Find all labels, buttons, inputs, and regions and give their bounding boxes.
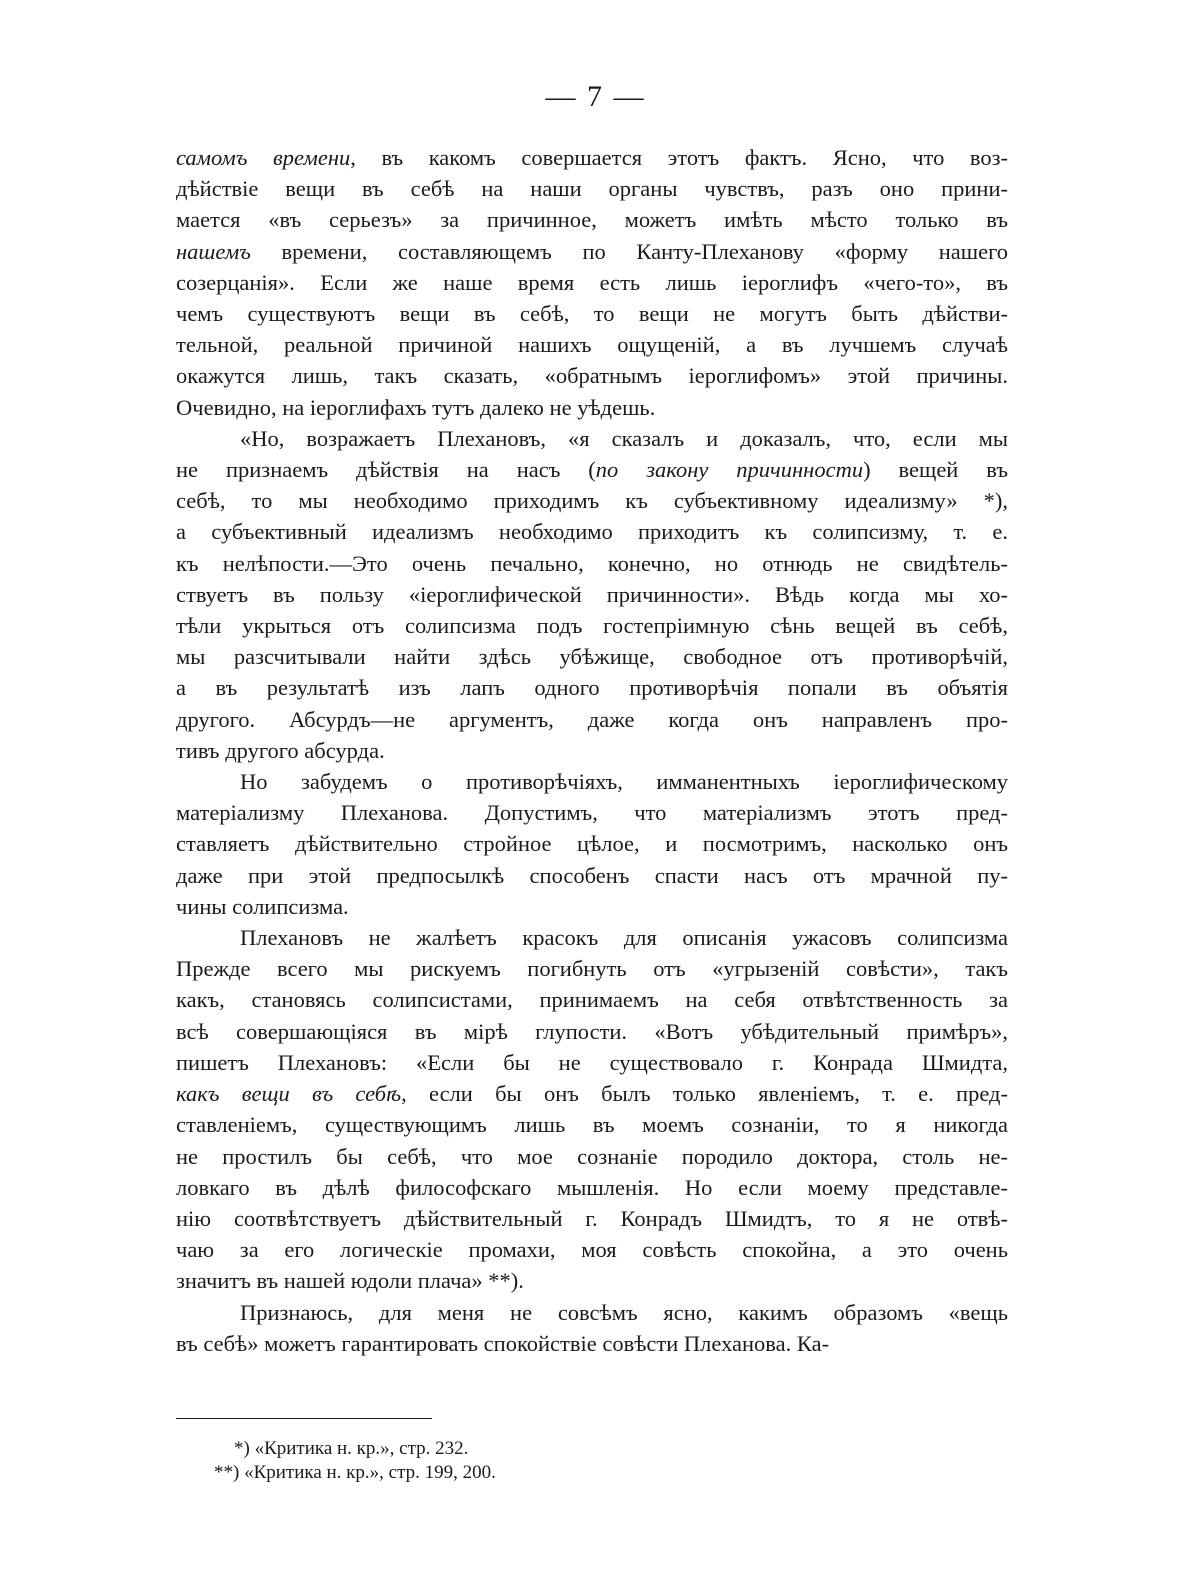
text-run: чемъ существуютъ вещи въ себѣ, то вещи не могутъ быть дѣйстви- (176, 301, 1008, 327)
text-line (176, 1328, 1008, 1359)
text-run: какъ, становясь солипсистами, принимаемъ на себя отвѣтственность за (176, 987, 1008, 1013)
italic-text: по закону причинности (595, 457, 864, 483)
footnote-2 (214, 1461, 496, 1485)
text-run: ) вещей въ (863, 457, 1008, 483)
text-line (176, 704, 1008, 735)
text-run: къ нелѣпости.—Это очень печально, конечно, но отнюдь не свидѣтель- (176, 550, 1008, 576)
text-line (176, 516, 1008, 547)
text-line (176, 922, 1008, 953)
text-run: ставленіемъ, существующимъ лишь въ моемъ сознаніи, то я никогда (176, 1112, 1008, 1138)
footnote-mark: **) (214, 1462, 240, 1483)
text-run: себѣ, то мы необходимо приходимъ къ субъективному идеализму» *), (176, 488, 1008, 514)
text-run: тивъ другого абсурда. (176, 737, 385, 763)
text-line (176, 548, 1008, 579)
text-line (176, 984, 1008, 1015)
text-run: Прежде всего мы рискуемъ погибнуть отъ «угрызеній совѣсти», такъ (176, 956, 1008, 982)
italic-text: самомъ времени (176, 145, 351, 170)
italic-text: нашемъ (176, 238, 251, 264)
text-run: , въ какомъ совершается этотъ фактъ. Ясно, что воз- (350, 145, 1008, 170)
text-line (176, 329, 1008, 360)
text-run: не простилъ бы себѣ, что мое сознаніе породило доктора, столь не- (176, 1143, 1008, 1169)
text-run: матеріализму Плеханова. Допустимъ, что матеріализмъ этотъ пред- (176, 800, 1008, 826)
text-line (176, 860, 1008, 891)
paragraph (176, 766, 1008, 922)
text-line (176, 797, 1008, 828)
text-run: не признаемъ дѣйствія на насъ ( (176, 457, 596, 483)
text-line (176, 953, 1008, 984)
text-run: нію соотвѣтствуетъ дѣйствительный г. Конрадъ Шмидтъ, то я не отвѣ- (176, 1205, 1008, 1231)
text-line (176, 1141, 1008, 1172)
text-line (176, 1109, 1008, 1140)
text-run: дѣйствіе вещи въ себѣ на наши органы чувствъ, разъ оно прини- (176, 176, 1008, 202)
text-run: ствуетъ въ пользу «іероглифической причинности». Вѣдь когда мы хо- (176, 581, 1008, 607)
text-run: созерцанія». Если же наше время есть лишь іероглифъ «чего-то», въ (176, 269, 1008, 295)
footnote-text: «Критика н. кр.», стр. 232. (254, 1438, 469, 1459)
text-run: мается «въ серьезъ» за причинное, можетъ имѣть мѣсто только въ (176, 207, 1008, 233)
text-run: значитъ въ нашей юдоли плача» **). (176, 1268, 524, 1294)
text-line (176, 1234, 1008, 1265)
body-text (176, 142, 1008, 1359)
text-line (176, 672, 1008, 703)
italic-text: какъ вещи въ себѣ (176, 1081, 402, 1107)
text-run: въ себѣ» можетъ гарантировать спокойствіе совѣсти Плеханова. Ка- (176, 1330, 830, 1356)
text-run: , если бы онъ былъ только явленіемъ, т. е. пред- (401, 1081, 1008, 1107)
text-run: времени, составляющемъ по Канту-Плеханову «форму нашего (250, 238, 1008, 264)
text-run: ставляетъ дѣйствительно стройное цѣлое, и посмотримъ, насколько онъ (176, 831, 1008, 857)
footnote-mark: *) (234, 1438, 250, 1459)
text-line (176, 1047, 1008, 1078)
text-line (176, 236, 1008, 267)
text-line (176, 485, 1008, 516)
page-number: — 7 — (545, 80, 646, 113)
text-line (176, 142, 1008, 173)
text-run: а въ результатѣ изъ лапъ одного противорѣчія попали въ объятія (176, 675, 1008, 701)
text-run: даже при этой предпосылкѣ способенъ спасти насъ отъ мрачной пу- (176, 862, 1008, 888)
paragraph (176, 142, 1008, 423)
text-run: Но забудемъ о противорѣчіяхъ, имманентныхъ іероглифическому (240, 769, 1008, 795)
text-run: ловкаго въ дѣлѣ философскаго мышленія. Но если моему представле- (176, 1174, 1008, 1200)
text-line (176, 735, 1008, 766)
text-run: тѣли укрыться отъ солипсизма подъ гостепріимную сѣнь вещей въ себѣ, (176, 613, 1008, 639)
text-line (176, 298, 1008, 329)
paragraph (176, 423, 1008, 766)
text-line (176, 641, 1008, 672)
paragraph (176, 922, 1008, 1296)
text-run: а субъективный идеализмъ необходимо приходитъ къ солипсизму, т. е. (176, 519, 1008, 545)
text-run: тельной, реальной причиной нашихъ ощущеній, а въ лучшемъ случаѣ (176, 332, 1008, 358)
text-line (176, 1265, 1008, 1296)
text-line (176, 891, 1008, 922)
text-run: чины солипсизма. (176, 893, 349, 919)
text-run: другого. Абсурдъ—не аргументъ, даже когда онъ направленъ про- (176, 706, 1008, 732)
text-line (176, 423, 1008, 454)
text-line (176, 267, 1008, 298)
text-line (176, 610, 1008, 641)
text-line (176, 1016, 1008, 1047)
footnote-1 (234, 1437, 468, 1461)
text-line (176, 392, 1008, 423)
paragraph (176, 1297, 1008, 1359)
text-run: Плехановъ не жалѣетъ красокъ для описанія ужасовъ солипсизма (240, 925, 1008, 951)
text-run: всѣ совершающіяся въ мірѣ глупости. «Вотъ убѣдительный примѣръ», (176, 1018, 1008, 1044)
text-line (176, 454, 1008, 485)
text-line (176, 1203, 1008, 1234)
footnote-divider (176, 1418, 432, 1419)
text-run: чаю за его логическіе промахи, моя совѣсть спокойна, а это очень (176, 1237, 1008, 1263)
text-run: окажутся лишь, такъ сказать, «обратнымъ іероглифомъ» этой причины. (176, 363, 1008, 389)
text-run: Признаюсь, для меня не совсѣмъ ясно, какимъ образомъ «вещь (240, 1299, 1008, 1325)
text-line (176, 579, 1008, 610)
text-line (176, 828, 1008, 859)
text-line (176, 360, 1008, 391)
text-line (176, 204, 1008, 235)
text-run: «Но, возражаетъ Плехановъ, «я сказалъ и доказалъ, что, если мы (240, 425, 1008, 451)
text-line (176, 766, 1008, 797)
text-run: Очевидно, на іероглифахъ тутъ далеко не уѣдешь. (176, 394, 656, 420)
text-run: мы разсчитывали найти здѣсь убѣжище, свободное отъ противорѣчій, (176, 644, 1008, 670)
text-line (176, 173, 1008, 204)
text-line (176, 1172, 1008, 1203)
text-line (176, 1297, 1008, 1328)
text-run: пишетъ Плехановъ: «Если бы не существовало г. Конрада Шмидта, (176, 1049, 1008, 1075)
footnote-text: «Критика н. кр.», стр. 199, 200. (244, 1462, 496, 1483)
text-line (176, 1078, 1008, 1109)
